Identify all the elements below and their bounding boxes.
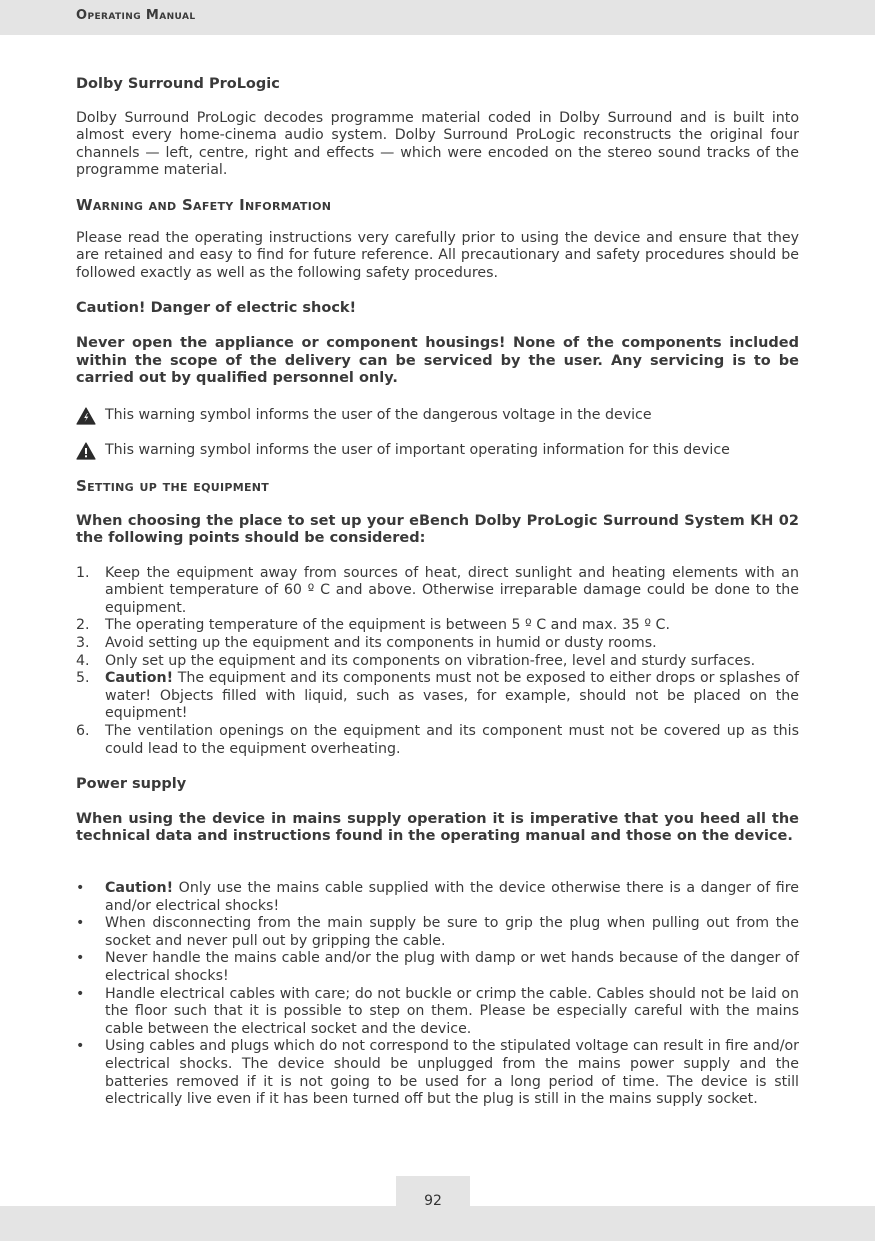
page-content (76, 76, 799, 1109)
list-item: 3. Avoid setting up the equipment and its components in humid or dusty rooms. (76, 635, 657, 652)
list-item: • When disconnecting from the main supply be sure to grip the plug when pulling out from the socket and never pull out by gripping the cable. (76, 915, 799, 949)
power-intro: When using the device in mains supply operation it is imperative that you heed all the technical data and instructions found in the operating manual and those on the device. (76, 810, 799, 845)
voltage-warning-row (76, 407, 799, 425)
power-heading: Power supply (76, 776, 187, 793)
dolby-heading: Dolby Surround ProLogic (76, 76, 280, 92)
list-item: • Never handle the mains cable and/or the plug with damp or wet hands because of the danger of electrical shocks! (76, 950, 799, 984)
header-title: Operating Manual (76, 8, 196, 23)
power-list (76, 880, 799, 1109)
list-item: 2. The operating temperature of the equipment is between 5 º C and max. 35 º C. (76, 617, 670, 634)
setup-heading: Setting up the equipment (76, 476, 270, 495)
list-item: 5. Caution! The equipment and its components must not be exposed to either drops or splashes of water! Objects filled with liquid, such as vases, for example, should not be placed on the equipment! (76, 670, 799, 722)
page-number: 92 (424, 1193, 442, 1209)
never-open-paragraph: Never open the appliance or component housings! None of the components included within the scope of the delivery can be serviced by the user. Any servicing is to be carried out by qualified personnel only. (76, 334, 799, 387)
setup-list (76, 565, 799, 759)
dolby-paragraph: Dolby Surround ProLogic decodes programme material coded in Dolby Surround and is built into almost every home-cinema audio system. Dolby Surround ProLogic reconstructs the original four channels — left, centre, right and effects — which were encoded on the stereo sound tracks of the programme material. (76, 109, 799, 179)
list-item: 6. The ventilation openings on the equipment and its component must not be covered up as this could lead to the equipment overheating. (76, 723, 799, 757)
list-item: • Using cables and plugs which do not correspond to the stipulated voltage can result in fire and/or electrical shocks. The device should be unplugged from the mains power supply and the batteries removed if it is not going to be used for a long period of time. The device is still electrically live even if it has been turned off but the plug is still in the mains supply socket. (76, 1038, 799, 1108)
voltage-warning-text: This warning symbol informs the user of the dangerous voltage in the device (105, 406, 652, 423)
high-voltage-warning-icon (76, 407, 96, 425)
warning-paragraph: Please read the operating instructions very carefully prior to using the device and ensure that they are retained and easy to find for future reference. All precautionary and safety procedures should be followed exactly as well as the following safety procedures. (76, 229, 799, 281)
caution-heading: Caution! Danger of electric shock! (76, 300, 357, 317)
list-item: • Handle electrical cables with care; do not buckle or crimp the cable. Cables should not be laid on the floor such that it is possible to step on them. Please be especially careful with the mains cable between the electrical socket and the device. (76, 985, 799, 1037)
info-warning-text: This warning symbol informs the user of important operating information for this device (105, 442, 730, 459)
warning-heading: Warning and Safety Information (76, 195, 332, 214)
info-warning-row (76, 442, 799, 460)
exclamation-warning-icon (76, 442, 96, 460)
footer-bar (0, 1206, 875, 1241)
list-item: 1. Keep the equipment away from sources of heat, direct sunlight and heating elements with an ambient temperature of 60 º C and above. Otherwise irreparable damage could be done to the equipment. (76, 564, 799, 616)
list-item: 4. Only set up the equipment and its components on vibration-free, level and sturdy surfaces. (76, 652, 756, 669)
setup-intro: When choosing the place to set up your eBench Dolby ProLogic Surround System KH 02 the following points should be considered: (76, 512, 799, 547)
list-item: • Caution! Only use the mains cable supplied with the device otherwise there is a danger of fire and/or electrical shocks! (76, 880, 799, 914)
